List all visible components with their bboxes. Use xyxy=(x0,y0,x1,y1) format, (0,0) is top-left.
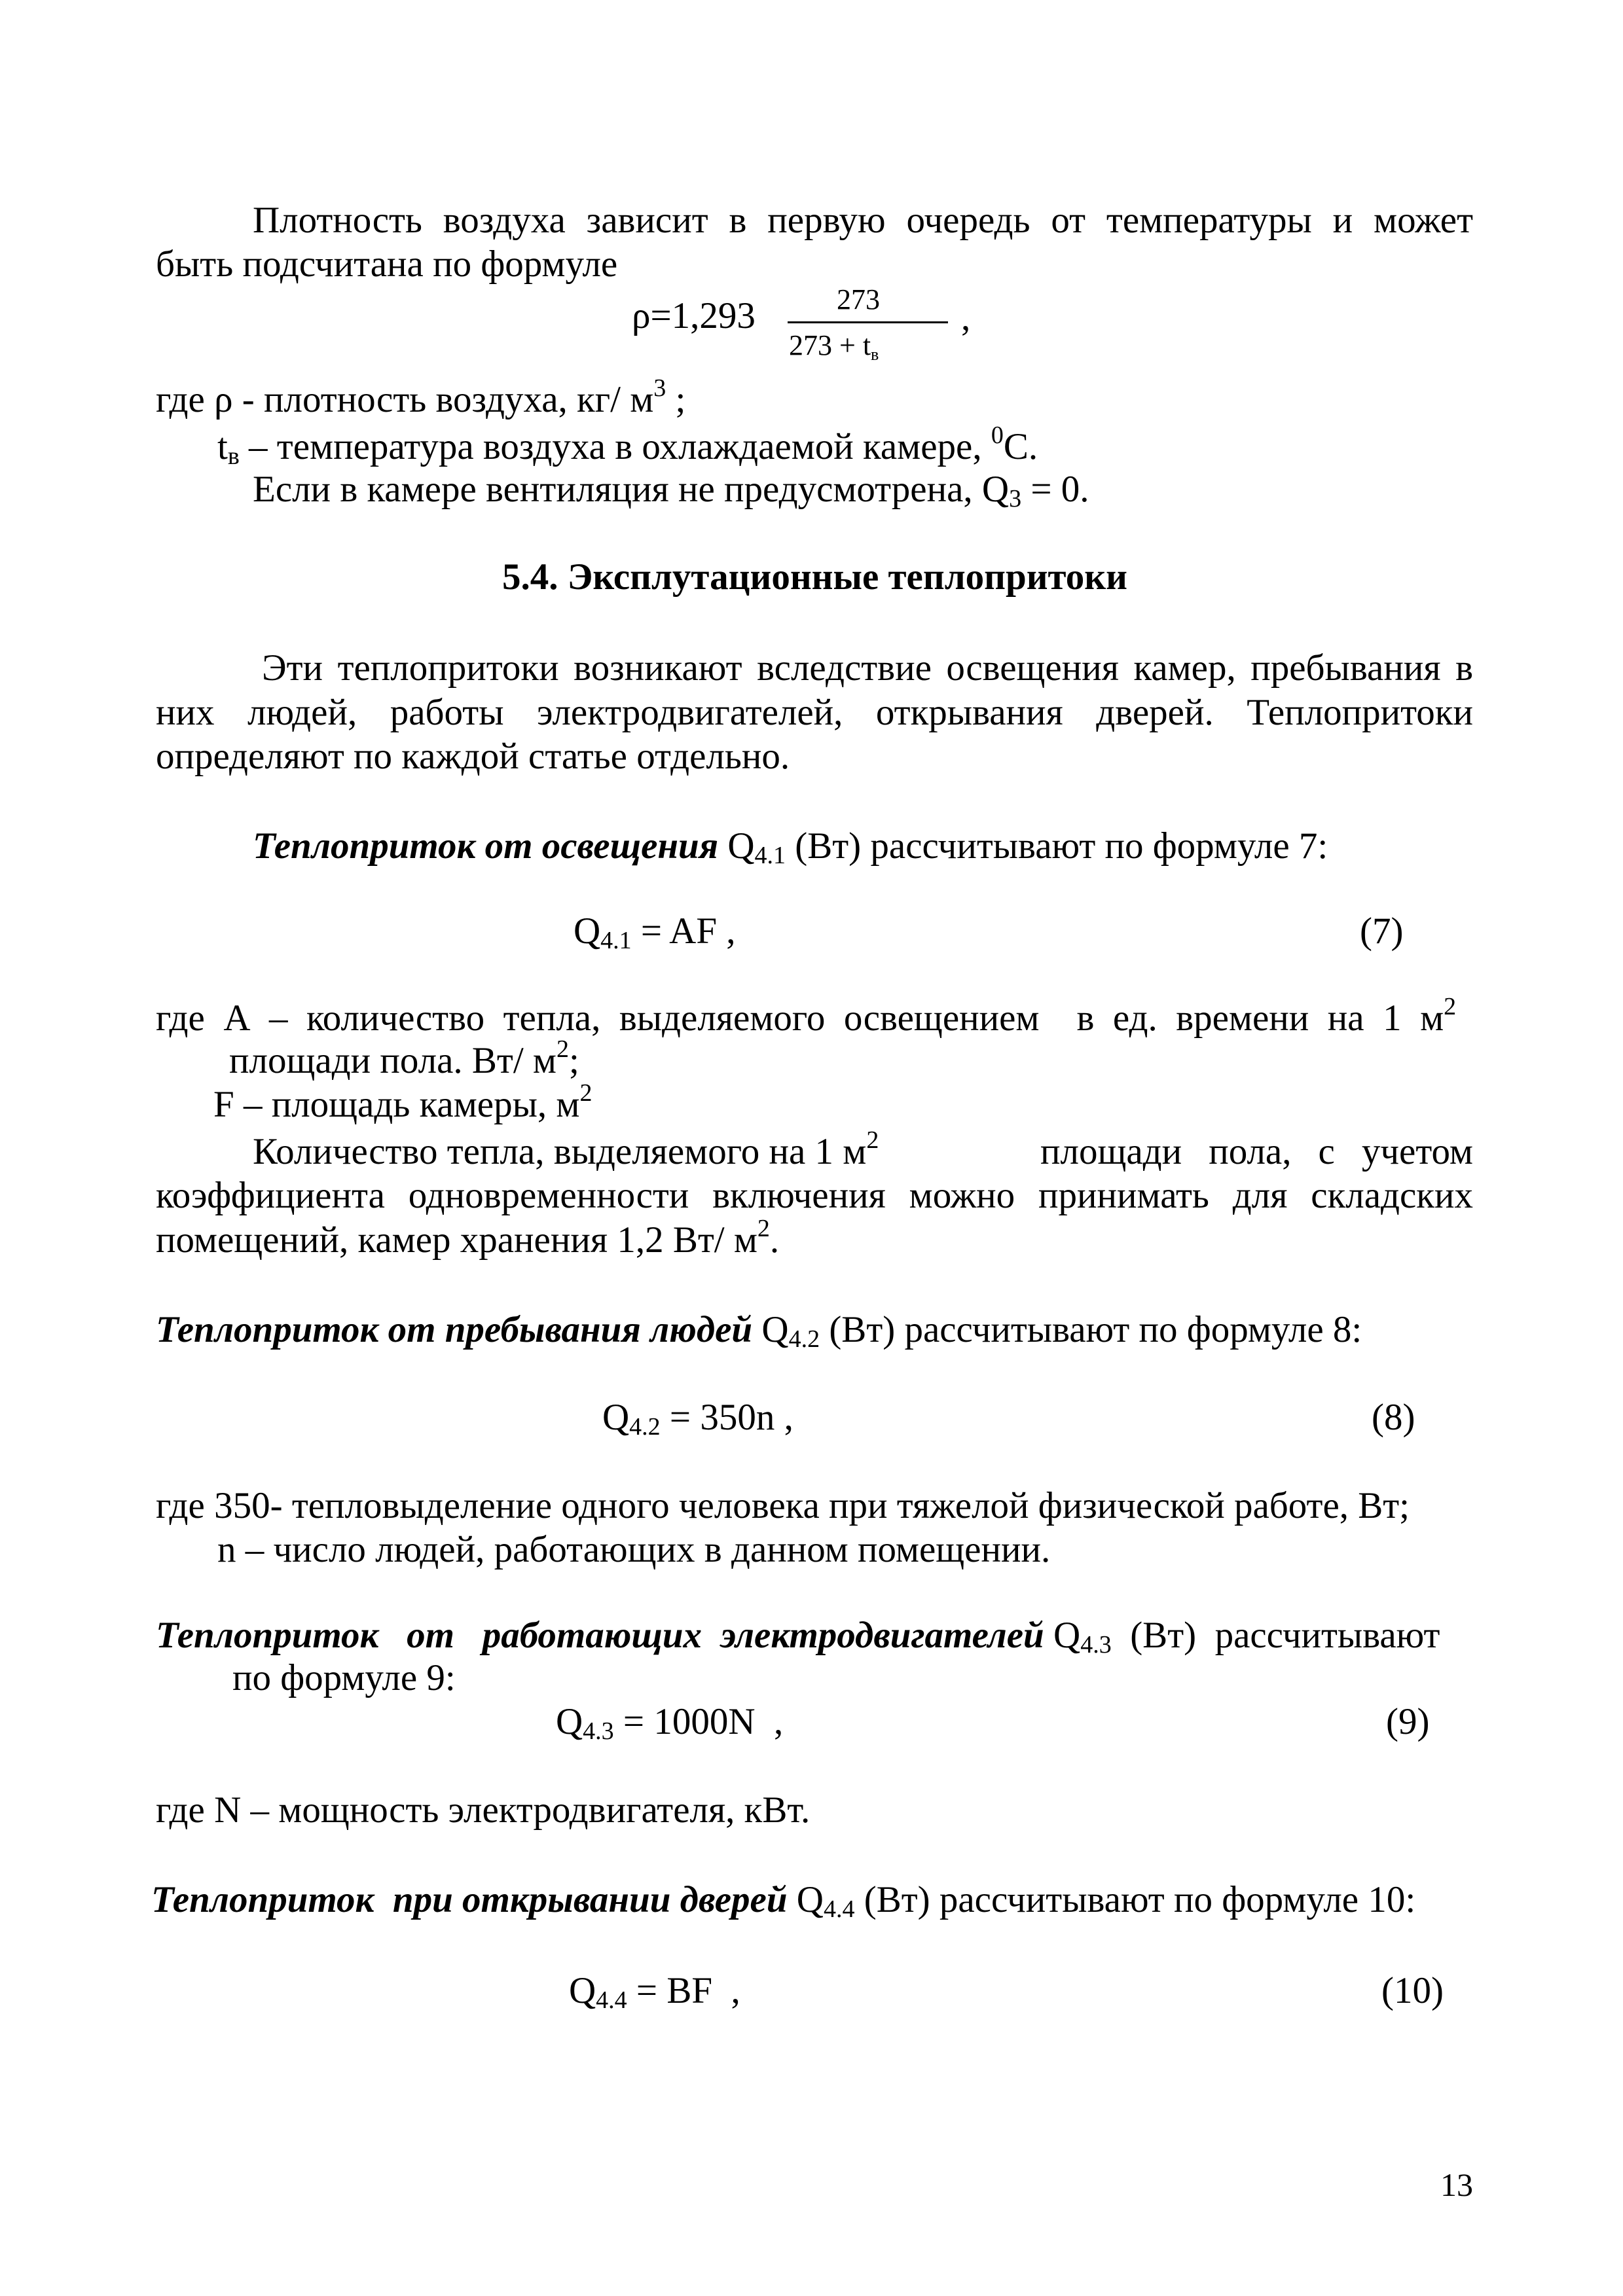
definition-n-power: где N – мощность электродвигателя, кВт. xyxy=(156,1789,811,1831)
text: = AF , xyxy=(631,910,736,952)
text: С. xyxy=(1003,426,1038,467)
sup: 0 xyxy=(991,422,1004,449)
sup: 3 xyxy=(653,374,666,402)
text: Q xyxy=(718,825,755,867)
title: Теплоприток при открывании дверей xyxy=(151,1879,788,1920)
sub: 4.4 xyxy=(823,1895,855,1923)
title: Теплоприток от пребывания людей xyxy=(156,1309,753,1350)
text: = 1000N , xyxy=(613,1701,784,1742)
text: = BF , xyxy=(627,1970,740,2011)
text: (Вт) рассчитывают по формуле 8: xyxy=(820,1309,1362,1350)
formula-7 xyxy=(574,909,736,954)
text: Количество тепла, выделяемого на 1 м xyxy=(253,1131,867,1172)
sub: 4.1 xyxy=(600,927,632,954)
definition-f xyxy=(213,1079,593,1127)
sub: в xyxy=(227,442,240,470)
text: помещений, камер хранения 1,2 Вт/ м xyxy=(156,1219,757,1261)
note-line xyxy=(253,1126,879,1174)
text: t xyxy=(217,426,228,467)
title: Теплоприток от работающих электродвигателей xyxy=(156,1615,1044,1656)
formula-denominator xyxy=(789,329,879,362)
sub: 3 xyxy=(1009,485,1022,512)
formula-lhs: ρ=1,293 xyxy=(632,295,756,336)
page-number: 13 xyxy=(1440,2166,1473,2203)
text: (Вт) рассчитывают по формуле 10: xyxy=(854,1879,1416,1920)
sup: 2 xyxy=(866,1126,879,1154)
text: Q xyxy=(569,1970,596,2011)
note-line: площади пола, с учетом xyxy=(1040,1131,1473,1172)
text: Q xyxy=(787,1879,824,1920)
sub: 4.2 xyxy=(788,1325,820,1353)
text: = 350n , xyxy=(660,1397,793,1438)
formula-number: (9) xyxy=(1386,1701,1430,1742)
note-line: коэффициента одновременности включения можно принимать для складских xyxy=(156,1175,1473,1216)
formula-numerator: 273 xyxy=(837,283,880,315)
sub: 4.1 xyxy=(754,842,786,869)
sup: 2 xyxy=(556,1035,569,1063)
formula-comma: , xyxy=(961,297,971,338)
denominator-text: 273 + t xyxy=(789,329,871,361)
motors-title-line xyxy=(156,1613,1473,1658)
paragraph-line: определяют по каждой статье отдельно. xyxy=(156,736,790,777)
text: – температура воздуха в охлаждаемой камере, xyxy=(239,426,991,467)
paragraph-line: Плотность воздуха зависит в первую очередь от температуры и может xyxy=(253,200,1473,241)
definition-a-cont xyxy=(229,1035,579,1083)
text: . xyxy=(769,1219,780,1261)
paragraph-line: Эти теплопритоки возникают вследствие освещения камер, пребывания в xyxy=(262,647,1473,689)
sub: 4.3 xyxy=(583,1717,614,1745)
text: Если в камере вентиляция не предусмотрена, Q xyxy=(253,469,1010,510)
text: ; xyxy=(666,379,686,420)
sup: 2 xyxy=(757,1215,770,1242)
definition-rho xyxy=(156,374,686,422)
formula-number: (10) xyxy=(1381,1970,1444,2011)
paragraph-line: быть подсчитана по формуле xyxy=(156,243,618,285)
formula-10 xyxy=(569,1969,740,2013)
title: Теплоприток от освещения xyxy=(253,825,719,867)
people-title-line xyxy=(156,1308,1362,1352)
sub: 4.4 xyxy=(596,1986,627,2014)
text: Q xyxy=(574,910,601,952)
denominator-sub: в xyxy=(871,345,879,364)
definition-t xyxy=(217,422,1038,470)
paragraph-line: них людей, работы электродвигателей, открывания дверей. Теплопритоки xyxy=(156,692,1473,733)
text: Q xyxy=(752,1309,789,1350)
text: Q xyxy=(556,1701,583,1742)
section-heading: 5.4. Эксплутационные теплопритоки xyxy=(501,556,1127,598)
text: ; xyxy=(568,1040,579,1081)
text: площади пола. Вт/ м xyxy=(229,1040,556,1081)
doors-title-line xyxy=(151,1878,1415,1922)
formula-number: (7) xyxy=(1360,910,1404,952)
text: = 0. xyxy=(1021,469,1089,510)
formula-number: (8) xyxy=(1372,1397,1415,1438)
text: (Вт) рассчитывают xyxy=(1111,1615,1440,1656)
text: Q xyxy=(602,1397,630,1438)
sup: 2 xyxy=(579,1079,593,1107)
formula-9 xyxy=(556,1700,783,1744)
text: F – площадь камеры, м xyxy=(213,1084,580,1125)
definition-n: n – число людей, работающих в данном помещении. xyxy=(217,1529,1051,1570)
definition-350: где 350- тепловыделение одного человека при тяжелой физической работе, Вт; xyxy=(156,1485,1410,1526)
lighting-title-line xyxy=(253,824,1328,869)
formula-8 xyxy=(602,1395,793,1440)
sup: 2 xyxy=(1444,993,1457,1020)
sub: 4.2 xyxy=(629,1413,661,1441)
fraction-line xyxy=(788,321,948,323)
definition-a xyxy=(156,993,1473,1041)
text: где ρ - плотность воздуха, кг/ м xyxy=(156,379,654,420)
text: Q xyxy=(1044,1615,1081,1656)
note-line xyxy=(156,1215,780,1263)
ventilation-note xyxy=(253,467,1089,512)
motors-title-cont: по формуле 9: xyxy=(232,1657,456,1698)
text: (Вт) рассчитывают по формуле 7: xyxy=(786,825,1328,867)
sub: 4.3 xyxy=(1080,1631,1112,1659)
text: где А – количество тепла, выделяемого освещением в ед. времени на 1 м xyxy=(156,997,1444,1039)
